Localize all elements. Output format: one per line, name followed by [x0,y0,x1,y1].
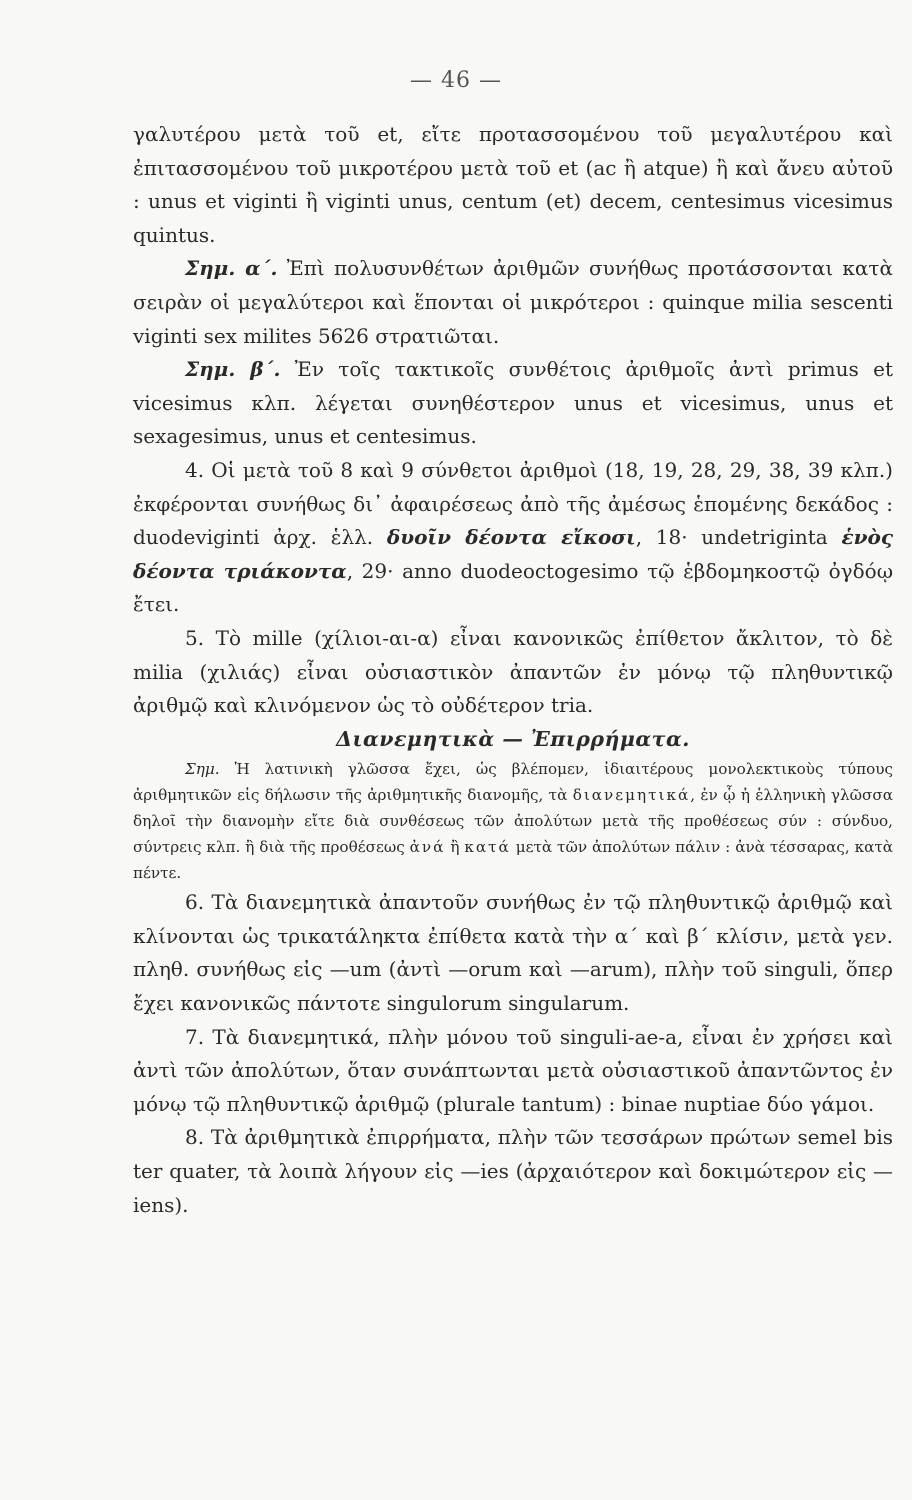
paragraph-continuation [133,118,893,252]
paragraph-6 [133,886,893,1020]
spaced-text: διανεμητικά [572,786,691,805]
paragraph-7 [133,1021,893,1122]
emphasis-text: δυοῖν δέοντα εἴκοσι [386,525,636,550]
note-text: ἢ [445,838,465,857]
paragraph-text: 4. Οἱ μετὰ τοῦ 8 καὶ 9 σύνθετοι ἀριθμοὶ (18, 19, 28, 29, 38, 39 κλπ.) ἐκφέρονται συνήθως δι᾽ ἀφαιρέσεως ἀπὸ τῆς ἀμέσως ἑπομένης δεκάδος : duodeviginti ἀρχ. ἑλλ. [133,457,893,550]
section-heading: Διανεμητικὰ — Ἐπιρρήματα. [336,726,690,751]
note-b [133,353,893,454]
note-label: Σημ. β΄. [185,357,281,382]
paragraph-text: , 29· anno duodeoctogesimo τῷ ἑβδομηκοστῷ ὀγδόῳ ἔτει. [133,558,893,617]
note-a [133,252,893,353]
emphasis-text: ἑνὸς δέοντα τριάκοντα [133,525,893,583]
note-text: Ἡ λατινικὴ γλῶσσα ἔχει, ὡς βλέπομεν, ἰδιαιτέρους μονολεκτικοὺς τύπους ἀριθμητικῶν εἰς δήλωσιν τῆς ἀριθμητικῆς διανομῆς, τὰ [133,760,893,805]
paragraph-5 [133,622,893,723]
body-text [133,118,893,1222]
note-label: Σημ. [185,760,220,779]
note-text: Ἐπὶ πολυσυνθέτων ἀριθμῶν συνήθως προτάσσονται κατὰ σειρὰν οἱ μεγαλύτεροι καὶ ἕπονται οἱ μικρότεροι : quinque milia sescenti viginti sex milites 5626 στρατιῶται. [133,256,893,348]
paragraph-text: 8. Τὰ ἀριθμητικὰ ἐπιρρήματα, πλὴν τῶν τεσσάρων πρώτων semel bis ter quater, τὰ λοιπὰ λήγουν εἰς —ies (ἀρχαιότερον καὶ δοκιμώτερον εἰς —iens). [133,1125,893,1217]
paragraph-text: 5. Τὸ mille (χίλιοι-αι-α) εἶναι κανονικῶς ἐπίθετον ἄκλιτον, τὸ δὲ milia (χιλιάς) εἶναι οὐσιαστικὸν ἀπαντῶν ἐν μόνῳ τῷ πληθυντικῷ ἀριθμῷ καὶ κλινόμενον ὡς τὸ οὐδέτερον tria. [133,625,893,718]
spaced-text: κατά [464,838,511,857]
paragraph-8 [133,1121,893,1222]
note-small [133,756,893,886]
paragraph-text: , 18· undetriginta [635,525,842,550]
paragraph-text: 7. Τὰ διανεμητικά, πλὴν μόνου τοῦ singuli-ae-a, εἶναι ἐν χρήσει καὶ ἀντὶ τῶν ἀπολύτων, ὅταν συνάπτωνται μετὰ οὐσιαστικοῦ ἀπαντῶντος ἐν μόνῳ τῷ πληθυντικῷ ἀριθμῷ (plurale tantum) : binae nuptiae δύο γάμοι. [133,1024,893,1116]
page-number: — 46 — [410,68,502,93]
note-label: Σημ. α΄. [185,256,278,281]
note-text: , ἐν ᾧ ἡ ἑλληνικὴ γλῶσσα δηλοῖ τὴν διανομὴν εἴτε διὰ συνθέσεως τῶν ἀπολύτων μετὰ τῆς προθέσεως σύν : σύνδυο, σύντρεις κλπ. ἢ διὰ τῆς προθέσεως [133,786,893,857]
note-text: μετὰ τῶν ἀπολύτων πάλιν : ἀνὰ τέσσαρας, κατὰ πέντε. [133,838,893,883]
paragraph-4 [133,454,893,622]
paragraph-text: 6. Τὰ διανεμητικὰ ἀπαντοῦν συνήθως ἐν τῷ πληθυντικῷ ἀριθμῷ καὶ κλίνονται ὡς τρικατάληκτα ἐπίθετα κατὰ τὴν α΄ καὶ β΄ κλίσιν, μετὰ γεν. πληθ. συνήθως εἰς —um (ἀντὶ —orum καὶ —arum), πλὴν τοῦ singuli, ὅπερ ἔχει κανονικῶς πάντοτε singulorum singularum. [133,890,893,1016]
note-text: Ἐν τοῖς τακτικοῖς συνθέτοις ἀριθμοῖς ἀντὶ primus et vicesimus κλπ. λέγεται συνηθέστερον unus et vicesimus, unus et sexagesimus, unus et centesimus. [133,357,893,449]
spaced-text: ἀνά [409,838,446,857]
paragraph-text: γαλυτέρου μετὰ τοῦ et, εἴτε προτασσομένου τοῦ μεγαλυτέρου καὶ ἐπιτασσομένου τοῦ μικροτέρου μετὰ τοῦ et (ac ἢ atque) ἢ καὶ ἄνευ αὐτοῦ : unus et viginti ἢ viginti unus, centum (et) decem, centesimus vicesimus quintus. [133,122,893,247]
